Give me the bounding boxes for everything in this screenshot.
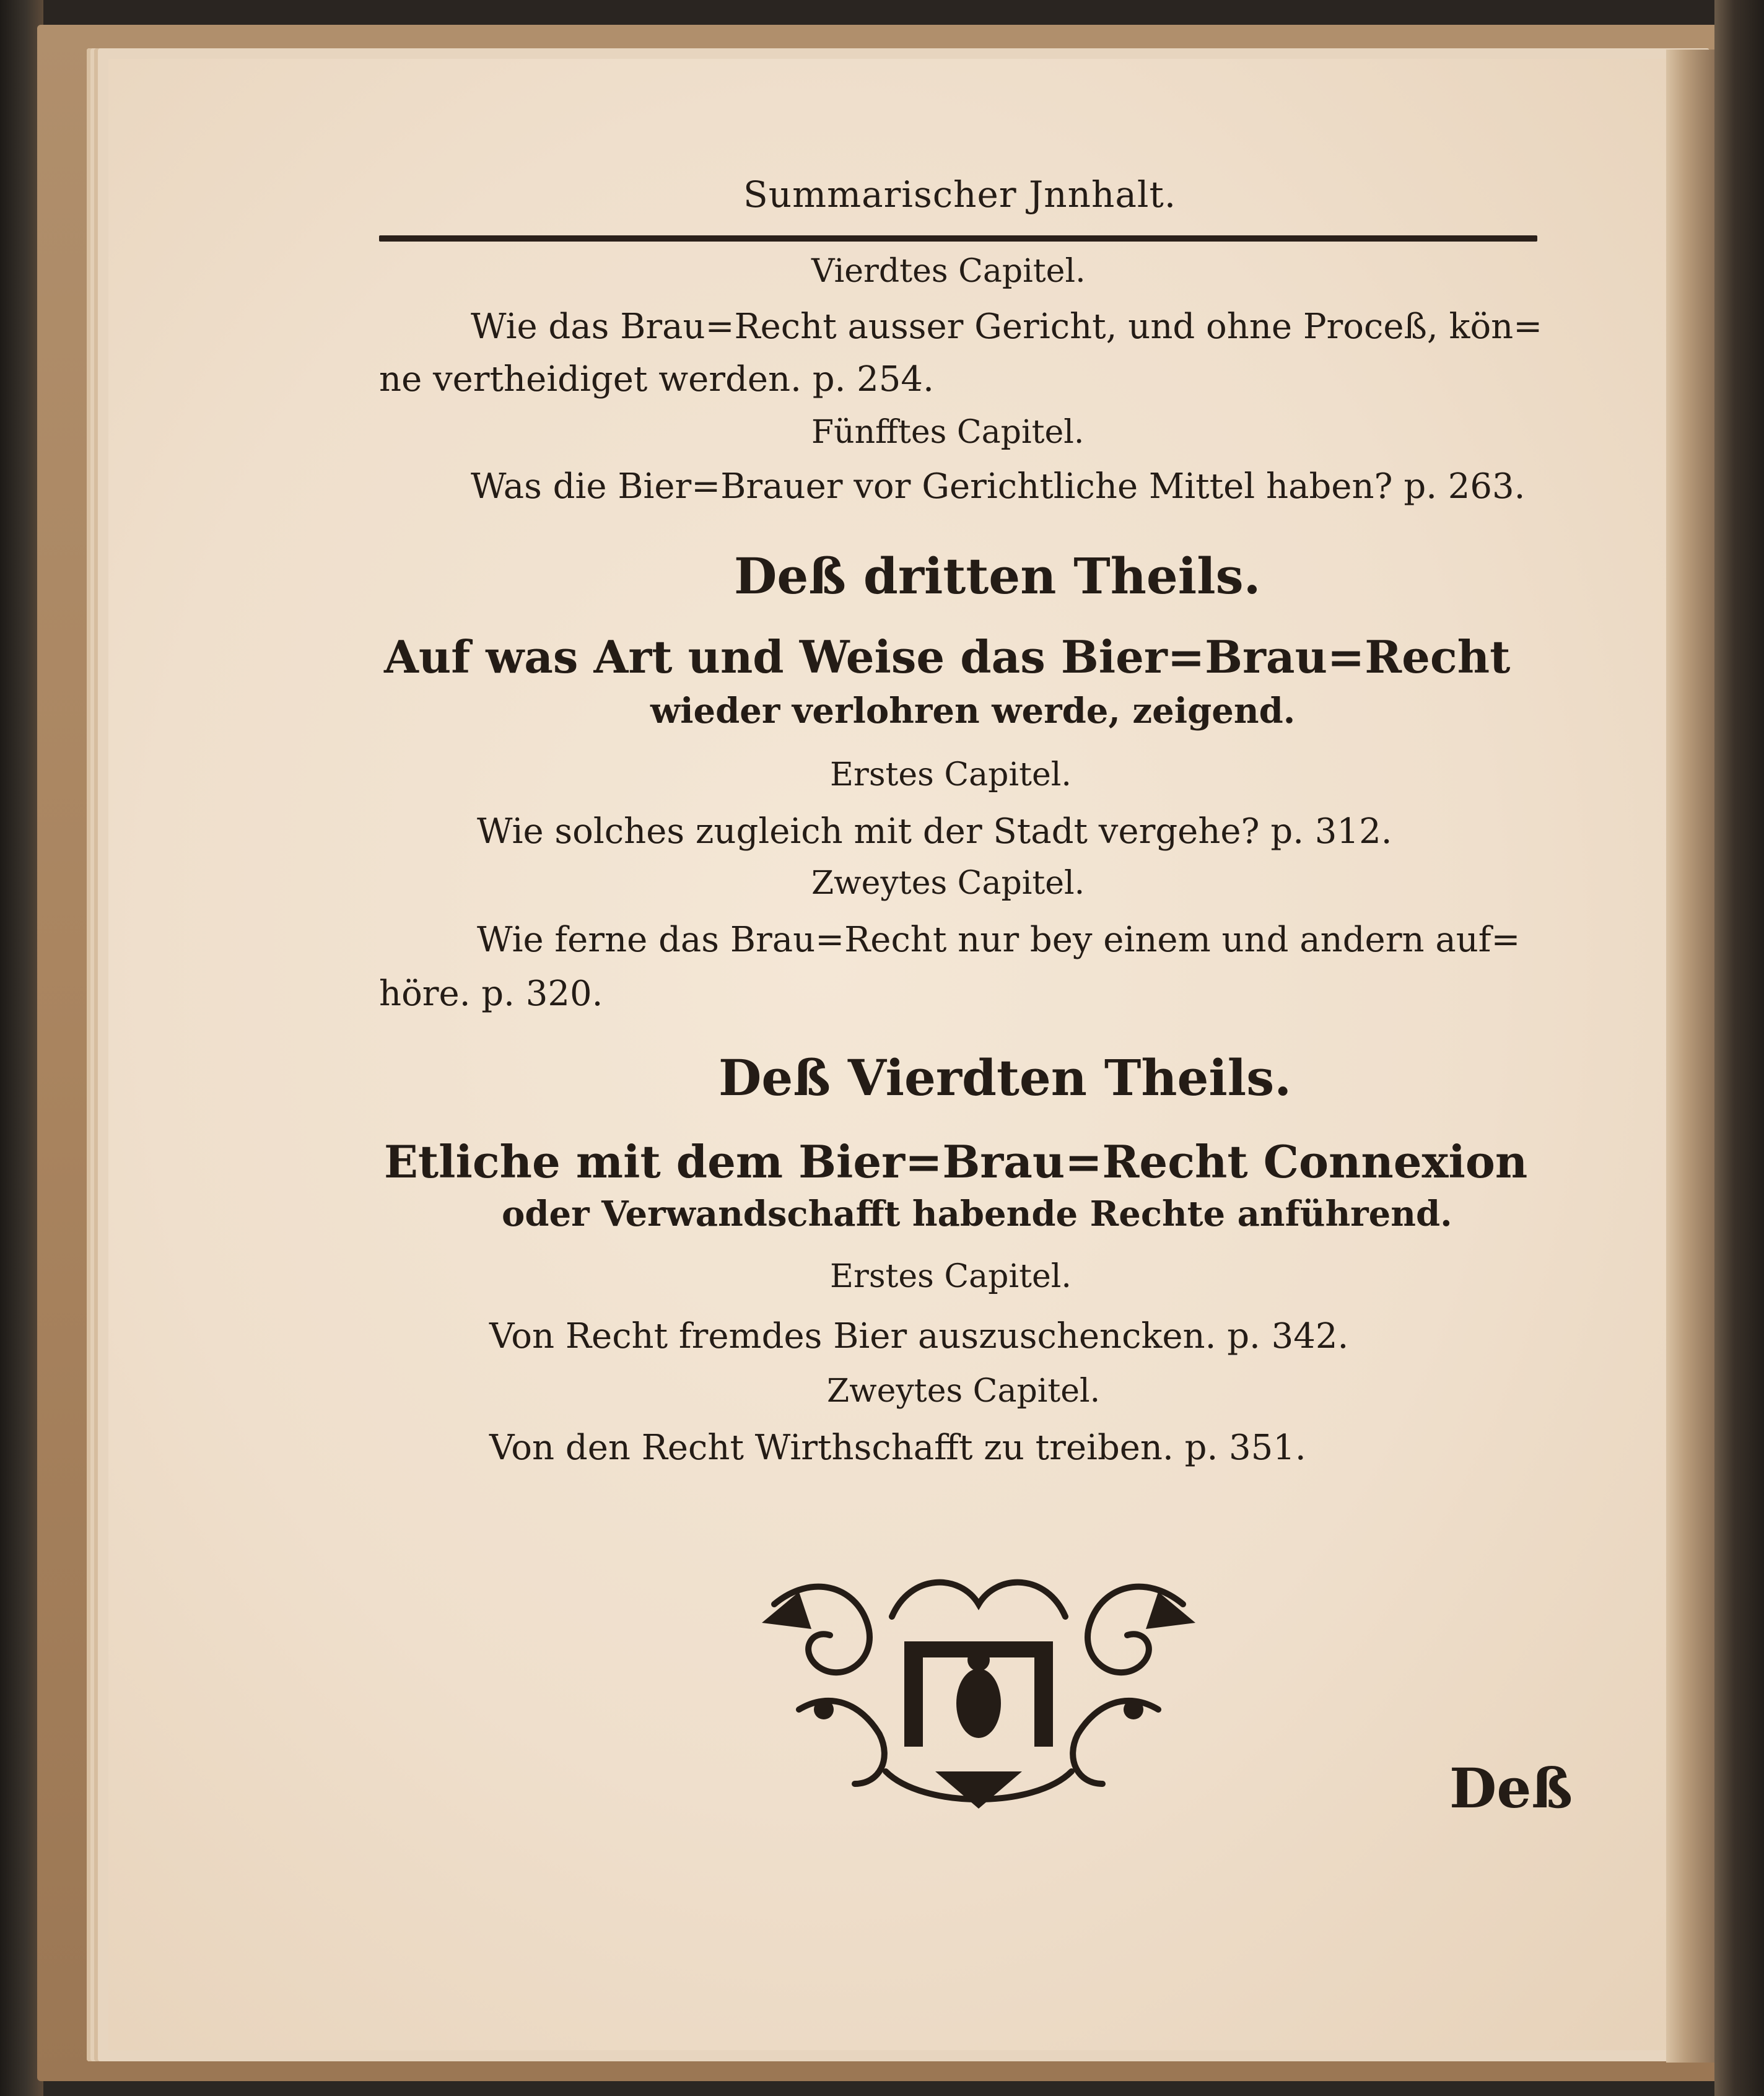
catchword: Deß [1449, 1756, 1573, 1820]
chapter-summary-line: Von Recht fremdes Bier auszuschencken. p. 342. [489, 1316, 1349, 1356]
chapter-summary-line: Was die Bier=Brauer vor Gerichtliche Mittel haben? p. 263. [471, 466, 1526, 507]
chapter-heading: Fünfftes Capitel. [811, 414, 1085, 451]
chapter-summary-line: Wie solches zugleich mit der Stadt vergehe? p. 312. [477, 811, 1392, 852]
chapter-heading: Zweytes Capitel. [811, 865, 1085, 902]
part-title-line: wieder verlohren werde, zeigend. [650, 691, 1296, 731]
part-heading: Deß Vierdten Theils. [718, 1049, 1292, 1107]
running-head: Summarischer Jnnhalt. [743, 173, 1177, 216]
part-title-line: oder Verwandschafft habende Rechte anführend. [502, 1194, 1452, 1234]
chapter-summary-line: Wie ferne das Brau=Recht nur bey einem und andern auf= [477, 920, 1521, 960]
chapter-heading: Erstes Capitel. [830, 756, 1072, 793]
chapter-summary-line: Von den Recht Wirthschafft zu treiben. p. 351. [489, 1428, 1306, 1468]
chapter-heading: Vierdtes Capitel. [811, 253, 1086, 290]
part-title-line: Etliche mit dem Bier=Brau=Recht Connexion [384, 1135, 1528, 1188]
part-title-line: Auf was Art und Weise das Bier=Brau=Recht [384, 631, 1511, 683]
printers-ornament [737, 1548, 1220, 1821]
part-heading: Deß dritten Theils. [734, 547, 1261, 605]
chapter-summary-line: Wie das Brau=Recht ausser Gericht, und ohne Proceß, kön= [471, 307, 1543, 347]
chapter-heading: Zweytes Capitel. [827, 1373, 1101, 1410]
chapter-heading: Erstes Capitel. [830, 1258, 1072, 1295]
chapter-summary-line: höre. p. 320. [379, 974, 603, 1014]
head-rule [379, 235, 1537, 242]
chapter-summary-line: ne vertheidiget werden. p. 254. [379, 359, 934, 400]
